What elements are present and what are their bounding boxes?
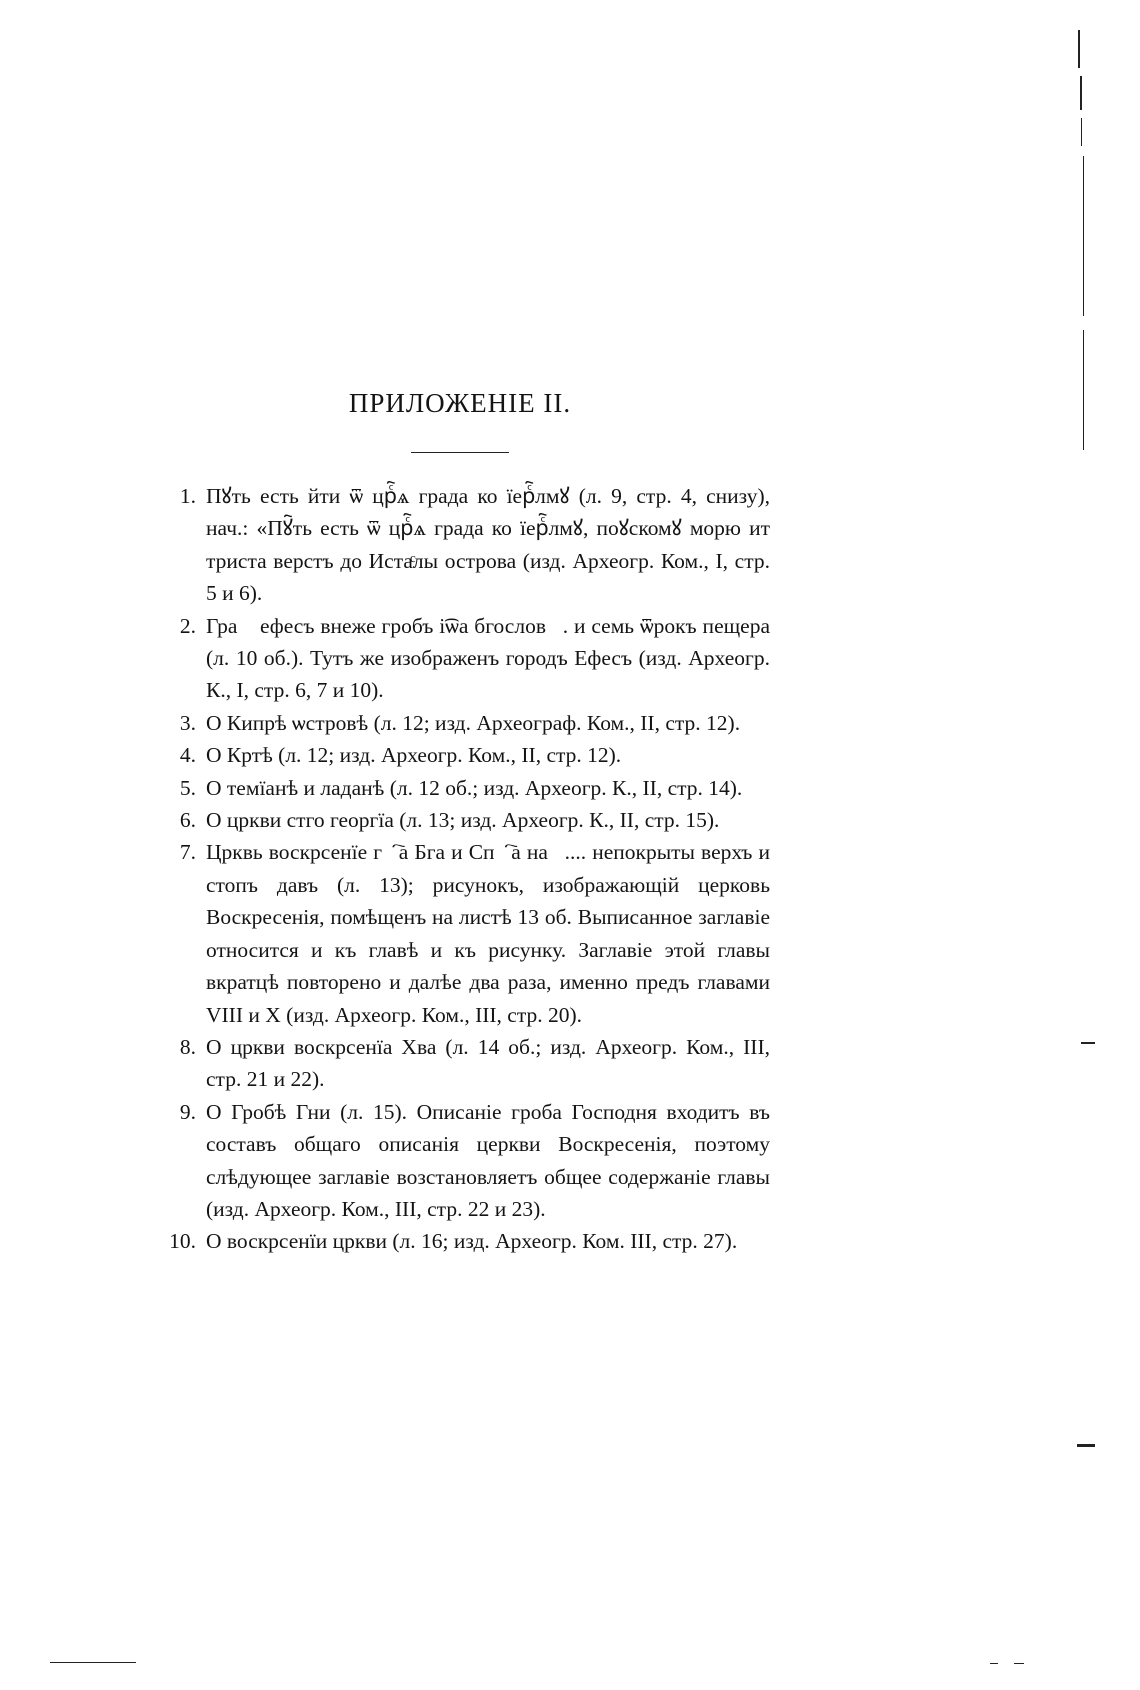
entry-7	[160, 836, 770, 1030]
entry-3	[160, 707, 770, 739]
entry-text: О Кипрѣ ѡстровѣ (л. 12; изд. Археограф. Ком., II, стр. 12).	[206, 710, 741, 735]
entry-number: 2.	[179, 613, 196, 638]
entry-9	[160, 1096, 770, 1226]
entry-8	[160, 1031, 770, 1096]
entry-number: 7.	[179, 840, 196, 865]
entry-text: О Кртѣ (л. 12; изд. Археогр. Ком., II, стр. 12).	[206, 743, 622, 768]
scan-edge-mark	[1081, 1042, 1095, 1044]
heading-rule	[411, 452, 509, 453]
appendix-heading: ПРИЛОЖЕНIЕ II.	[348, 388, 572, 418]
entry-4	[160, 739, 770, 771]
entry-number: 6.	[179, 808, 196, 833]
entry-number: 9.	[179, 1099, 196, 1124]
scan-edge-mark	[50, 1662, 136, 1663]
entry-text: Црквь воскрсенїе гⷭ҇а Бга и Спⷭ҇а наⷲ.... непокрыты верхъ и стопъ давъ (л. 13); рисунокъ, изображающiй церковь Воскресенiя, помѣщенъ на листѣ 13 об. Выписанное заглавiе относится и къ главѣ и къ рисунку. Заглавiе этой главы вкратцѣ повторено и далѣе два раза, именно предъ главами VIII и X (изд. Археогр. Ком., III, стр. 20).	[206, 840, 770, 1027]
entry-text: Граⷣ ефесъ внеже гробъ і͡ѡа бгословⷶ. и семь ѿрокъ пещера (л. 10 об.). Тутъ же изображенъ городъ Ефесъ (изд. Археогр. К., I, стр. 6, 7 и 10).	[206, 613, 770, 703]
entry-2	[160, 610, 770, 707]
entry-list	[160, 480, 770, 1258]
entry-text: Пꙋть есть йти ѿ црⷭ҇ѧ града ко їерⷭ҇лмꙋ (л. 9, стр. 4, снизу), нач.: «Пꙋ҇ть есть ѿ црⷭ҇ѧ града ко їерⷭ҇лмꙋ, поꙋскомꙋ морю ит триста верстъ до Истаͨлы острова (изд. Археогр. Ком., I, стр. 5 и 6).	[206, 484, 770, 606]
entry-number: 3.	[179, 710, 196, 735]
entry-number: 10.	[169, 1229, 196, 1254]
entry-text: О Гробѣ Гни (л. 15). Описанiе гроба Господня входитъ въ составъ общаго описанiя церкви Воскресенiя, поэтому слѣдующее заглавiе возстановляетъ общее содержанiе главы (изд. Археогр. Ком., III, стр. 22 и 23).	[206, 1099, 770, 1221]
entry-10	[160, 1225, 770, 1257]
scan-edge-mark	[1080, 76, 1082, 110]
entry-number: 8.	[179, 1034, 196, 1059]
entry-number: 1.	[179, 484, 196, 508]
entry-number: 5.	[179, 775, 196, 800]
scan-edge-mark	[1081, 118, 1082, 146]
scan-edge-mark	[1083, 156, 1084, 316]
scan-edge-mark	[1083, 330, 1084, 450]
entry-text: О цркви воскрсенїа Хва (л. 14 об.; изд. Археогр. Ком., III, стр. 21 и 22).	[206, 1034, 770, 1092]
entry-5	[160, 772, 770, 804]
scan-edge-mark	[1078, 30, 1080, 68]
entry-text: О темїанѣ и ладанѣ (л. 12 об.; изд. Археогр. К., II, стр. 14).	[206, 775, 743, 800]
scan-edge-mark	[1014, 1663, 1024, 1664]
entry-text: О цркви стго георгїа (л. 13; изд. Археогр. К., II, стр. 15).	[206, 808, 720, 833]
entry-6	[160, 804, 770, 836]
scan-edge-mark	[1077, 1444, 1095, 1447]
entry-text: О воскрсенїи цркви (л. 16; изд. Археогр. Ком. III, стр. 27).	[206, 1229, 738, 1254]
entry-number: 4.	[179, 743, 196, 768]
scan-edge-mark	[990, 1663, 998, 1664]
entry-1	[160, 480, 770, 610]
